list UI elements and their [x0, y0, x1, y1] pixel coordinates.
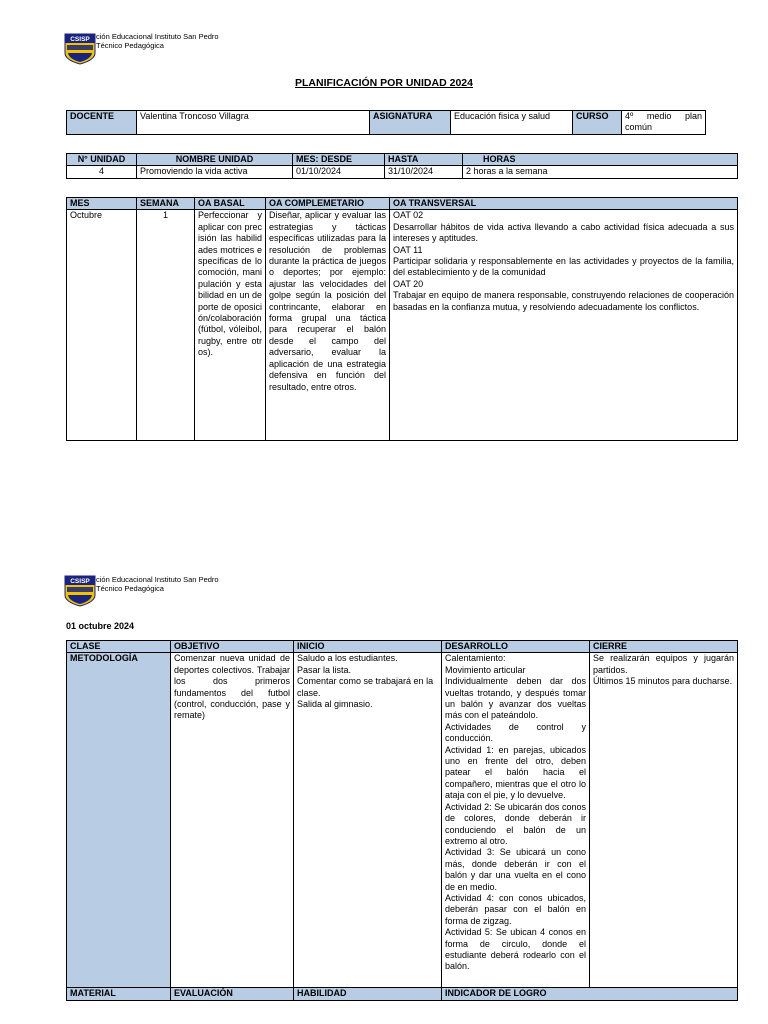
- institution-name: [96, 33, 219, 50]
- session-header-cierre: CIERRE: [590, 641, 738, 653]
- institution-line2: Técnico Pedagógica: [96, 583, 164, 593]
- unit-table: [66, 153, 738, 179]
- plan-header-oa-comp: OA COMPLEMETARIO: [266, 198, 390, 210]
- plan-oa-comp: Diseñar, aplicar y evaluar las estrategias y tácticas específicas utilizadas para la resolución de problemas durante la práctica de juegos o deportes; por ejemplo: ajustar las velocidades del golpe según la posición del contrincante, elaborar en forma grupal una táctica para recuperar el balón desde el campo del adversario, evaluar la aplicación de una estrategia defensiva en función del resultado, entre otros.: [266, 210, 390, 441]
- desarrollo-item: Actividad 5: Se ubican 4 conos en forma de circulo, donde el estudiante deberá rodearlo con el balón.: [445, 927, 586, 972]
- oat-text: Trabajar en equipo de manera responsable, construyendo relaciones de cooperación basadas en la confianza mutua, y resolviendo adecuadamente los conflictos.: [393, 290, 734, 312]
- school-logo: [64, 575, 96, 607]
- oat-code: OAT 02: [393, 210, 424, 221]
- desarrollo-item: Actividad 4: con conos ubicados, deberán pasar con el balón en forma de zigzag.: [445, 892, 586, 926]
- asignatura-label: ASIGNATURA: [370, 111, 451, 135]
- logo-text: CSISP: [70, 578, 90, 585]
- session-header-objetivo: OBJETIVO: [171, 641, 294, 653]
- unit-header-name: NOMBRE UNIDAD: [137, 154, 293, 166]
- unit-number: 4: [67, 166, 137, 178]
- session-date: 01 octubre 2024: [66, 621, 135, 631]
- page-title: PLANIFICACIÓN POR UNIDAD 2024: [295, 77, 473, 89]
- desarrollo-item: Actividad 2: Se ubicarán dos conos de colores, donde deberán ir conduciendo el balón de un extremo al otro.: [445, 801, 586, 846]
- plan-header-oa-trans: OA TRANSVERSAL: [390, 198, 738, 210]
- desarrollo-item: Actividades de control y conducción.: [445, 721, 586, 744]
- plan-header-mes: MES: [67, 198, 137, 210]
- plan-oa-trans: [390, 210, 738, 441]
- cierre-item: Se realizarán equipos y jugarán partidos.: [593, 653, 734, 675]
- desarrollo-item: Calentamiento:: [445, 653, 506, 664]
- oat-code: OAT 11: [393, 244, 423, 255]
- inicio-item: Comentar como se trabajará en la clase.: [297, 676, 434, 698]
- plan-header-oa-basal: OA BASAL: [195, 198, 266, 210]
- session-desarrollo: [442, 653, 590, 988]
- desarrollo-item: Actividad 1: en parejas, ubicados uno en frente del otro, deben patear el balón hacia el compañero, mientras que el otro lo ataja con el pie, y lo devuelve.: [445, 744, 586, 801]
- inicio-item: Pasar la lista.: [297, 664, 352, 675]
- footer-material: MATERIAL: [67, 988, 171, 1000]
- curso-label: CURSO: [573, 111, 622, 135]
- asignatura-value: Educación fisica y salud: [451, 111, 573, 135]
- institution-line1: ción Educacional Instituto San Pedro: [96, 32, 219, 41]
- desarrollo-item: Movimiento articular: [445, 664, 526, 675]
- institution-line2: Técnico Pedagógica: [96, 40, 164, 50]
- oat-code: OAT 20: [393, 278, 424, 289]
- footer-habilidad: HABILIDAD: [294, 988, 442, 1000]
- inicio-item: Saludo a los estudiantes.: [297, 653, 398, 664]
- cierre-item: Últimos 15 minutos para ducharse.: [593, 676, 733, 687]
- plan-oa-basal: Perfeccionar y aplicar con precisión las habilidades motrices específicas de locomoción, manipulación y estabilidad en un deporte de oposición/colaboración (fútbol, vóleibol, rugby, entre otros).: [195, 210, 266, 441]
- unit-to: 31/10/2024: [385, 166, 463, 178]
- curso-value: 4º medio plan común: [622, 111, 706, 135]
- plan-semana: 1: [137, 210, 195, 441]
- footer-indicador: INDICADOR DE LOGRO: [442, 988, 738, 1000]
- session-objetivo: Comenzar nueva unidad de deportes colectivos. Trabajar los dos primeros fundamentos del futbol (control, conducción, pase y remate): [171, 653, 294, 988]
- session-header-inicio: INICIO: [294, 641, 442, 653]
- unit-name: Promoviendo la vida activa: [137, 166, 293, 178]
- docente-label: DOCENTE: [67, 111, 137, 135]
- unit-from: 01/10/2024: [293, 166, 385, 178]
- institution-name: [96, 576, 219, 593]
- docente-value: Valentina Troncoso Villagra: [137, 111, 370, 135]
- session-table: [66, 640, 738, 1001]
- plan-header-semana: SEMANA: [137, 198, 195, 210]
- unit-header-hours: HORAS: [463, 154, 738, 166]
- footer-evaluacion: EVALUACIÓN: [171, 988, 294, 1000]
- desarrollo-item: Actividad 3: Se ubicará un cono más, donde deberán ir con el balón y dar una vuelta en el cono de en medio.: [445, 847, 586, 892]
- desarrollo-item: Individualmente deben dar dos vueltas trotando, y después tomar un balón y avanzar dos vueltas más con el pateándolo.: [445, 676, 586, 721]
- objectives-table: [66, 197, 738, 441]
- session-cierre: [590, 653, 738, 988]
- plan-mes: Octubre: [67, 210, 137, 441]
- logo-text: CSISP: [70, 36, 90, 43]
- session-header-desarrollo: DESARROLLO: [442, 641, 590, 653]
- school-logo: [64, 33, 96, 65]
- metodologia-label: METODOLOGÍA: [67, 653, 171, 988]
- oat-text: Participar solidaria y responsablemente en las actividades y proyectos de la familia, del establecimiento y de la comunidad: [393, 256, 734, 278]
- unit-hours: 2 horas a la semana: [463, 166, 738, 178]
- unit-header-number: N° UNIDAD: [67, 154, 137, 166]
- unit-header-from: MES: DESDE: [293, 154, 385, 166]
- teacher-info-table: [66, 110, 706, 135]
- unit-header-to: HASTA: [385, 154, 463, 166]
- inicio-item: Salida al gimnasio.: [297, 699, 373, 710]
- institution-line1: ción Educacional Instituto San Pedro: [96, 575, 219, 584]
- oat-text: Desarrollar hábitos de vida activa llevando a cabo actividad física adecuada a sus intereses y aptitudes.: [393, 221, 734, 244]
- session-inicio: [294, 653, 442, 988]
- session-header-clase: CLASE: [67, 641, 171, 653]
